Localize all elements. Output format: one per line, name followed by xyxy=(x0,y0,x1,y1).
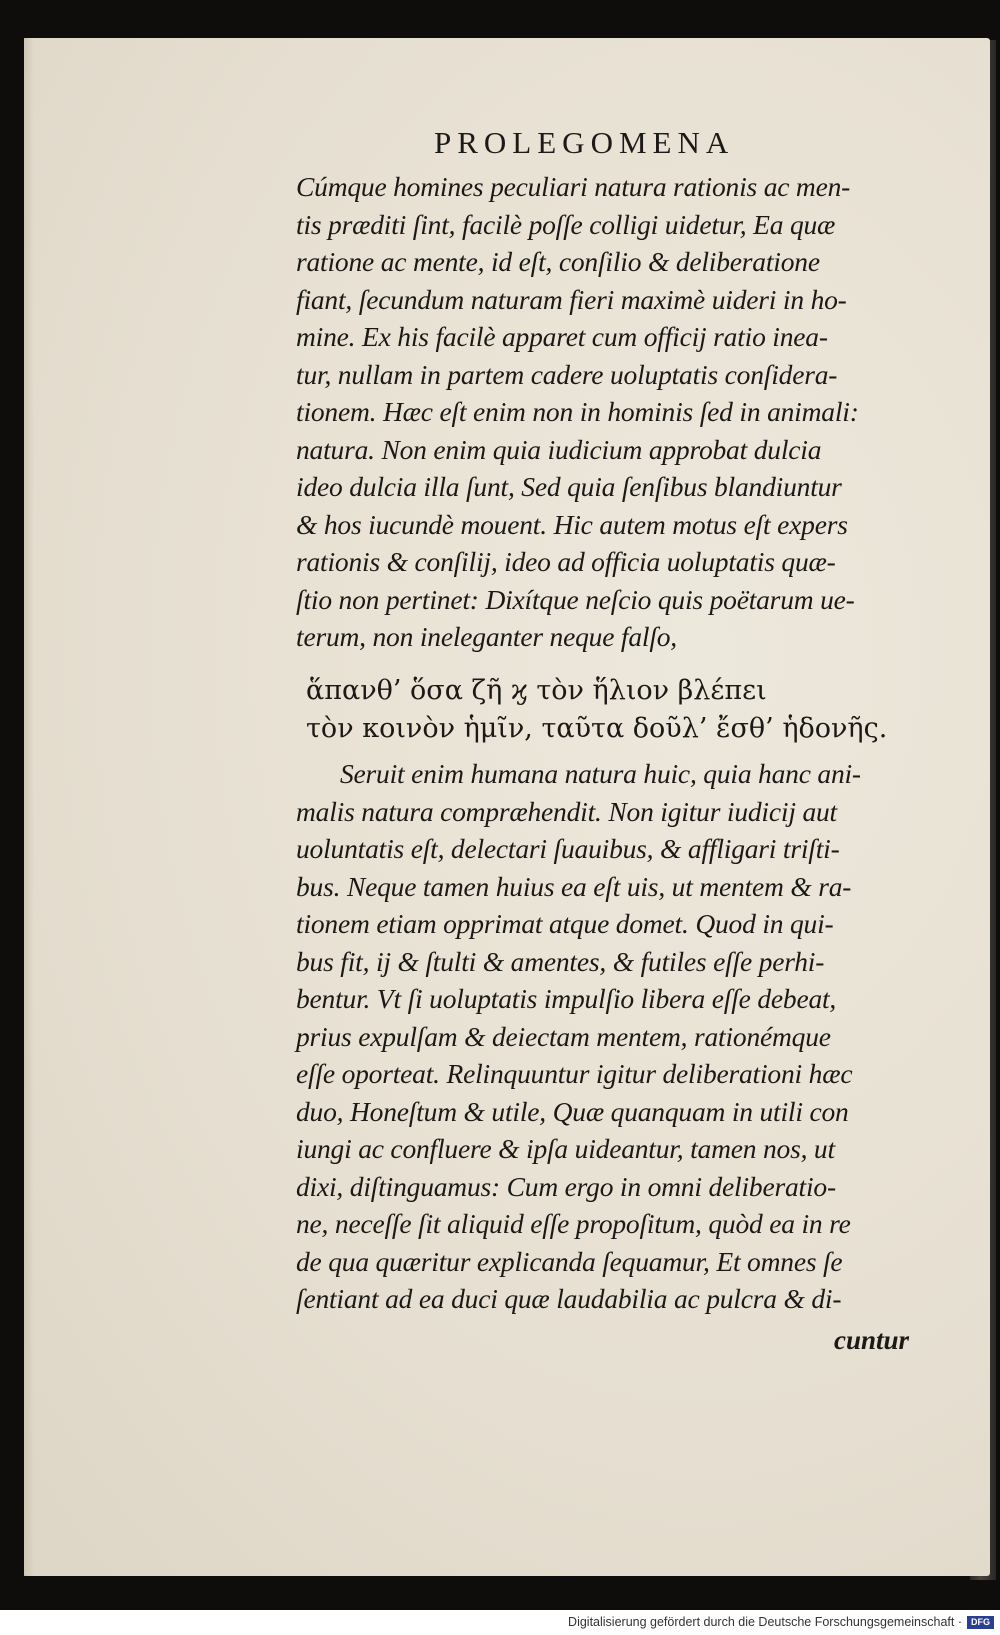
text-line: uoluntatis eſt, delectari ſuauibus, & affligari triſti- xyxy=(296,833,840,864)
greek-line: τὸν κοινὸν ἡμῖν, ταῦτα δοῦλ’ ἔσθ’ ἡδονῆς. xyxy=(306,713,888,744)
paragraph-2 xyxy=(296,755,936,1318)
catchword: cuntur xyxy=(834,1325,910,1355)
text-line: ne, neceſſe ſit aliquid eſſe propoſitum, quòd ea in re xyxy=(296,1208,851,1239)
text-line: ideo dulcia illa ſunt, Sed quia ſenſibus blandiuntur xyxy=(296,471,842,502)
text-line: natura. Non enim quia iudicium approbat dulcia xyxy=(296,433,822,465)
text-line: tis præditi ſint, facilè poſſe colligi uidetur, Ea quæ xyxy=(296,208,836,240)
text-line: Cúmque homines peculiari natura rationis ac men- xyxy=(296,171,851,202)
text-line: eſſe oporteat. Relinquuntur igitur deliberationi hæc xyxy=(296,1058,853,1089)
greek-verse xyxy=(306,672,906,748)
text-line: terum, non ineleganter neque falſo, xyxy=(296,621,677,652)
text-line: bus. Neque tamen huius ea eſt uis, ut mentem & ra- xyxy=(296,870,852,902)
text-line: bentur. Vt ſi uoluptatis impulſio libera eſſe debeat, xyxy=(296,983,837,1014)
text-line: mine. Ex his facilè apparet cum officij ratio inea- xyxy=(296,321,828,352)
text-line: malis natura compræhendit. Non igitur iudicij aut xyxy=(296,795,837,827)
text-line: tionem etiam opprimat atque domet. Quod in qui- xyxy=(296,908,834,939)
text-line: & hos iucundè mouent. Hic autem motus eſt expers xyxy=(296,508,848,540)
greek-line: ἅπανθ’ ὅσα ζῆ ϗ τὸν ἥλιον βλέπει xyxy=(306,675,767,706)
text-line: de qua quæritur explicanda ſequamur, Et omnes ſe xyxy=(296,1245,843,1277)
text-line: ratione ac mente, id eſt, conſilio & deliberatione xyxy=(296,246,820,277)
page-edge-shadow xyxy=(24,38,34,1576)
text-line: tionem. Hæc eſt enim non in hominis ſed in animali: xyxy=(296,396,859,427)
text-line: iungi ac confluere & ipſa uideantur, tamen nos, ut xyxy=(296,1133,835,1164)
text-line: tur, nullam in partem cadere uoluptatis conſidera- xyxy=(296,358,838,390)
text-line: rationis & conſilij, ideo ad officia uoluptatis quæ- xyxy=(296,546,836,577)
text-line: bus fit, ij & ſtulti & amentes, & futiles eſſe perhi- xyxy=(296,945,825,977)
text-line: fiant, ſecundum naturam fieri maximè uideri in ho- xyxy=(296,283,847,315)
text-line: Seruit enim humana natura huic, quia hanc ani- xyxy=(340,758,861,789)
running-header: PROLEGOMENA xyxy=(434,125,735,160)
paragraph-1 xyxy=(296,168,936,656)
footer-bar xyxy=(0,1610,1000,1635)
text-line: ſentiant ad ea duci quæ laudabilia ac pulcra & di- xyxy=(296,1283,842,1314)
text-line: prius expulſam & deiectam mentem, rationémque xyxy=(296,1020,831,1052)
text-line: ſtio non pertinet: Dixítque neſcio quis poëtarum ue- xyxy=(296,583,855,615)
text-line: duo, Honeſtum & utile, Quæ quanquam in utili con xyxy=(296,1095,849,1127)
funding-credit: Digitalisierung gefördert durch die Deutsche Forschungsgemeinschaft · xyxy=(568,1615,962,1629)
dfg-logo[interactable]: DFG xyxy=(967,1616,994,1629)
text-line: dixi, diſtinguamus: Cum ergo in omni deliberatio- xyxy=(296,1170,836,1202)
